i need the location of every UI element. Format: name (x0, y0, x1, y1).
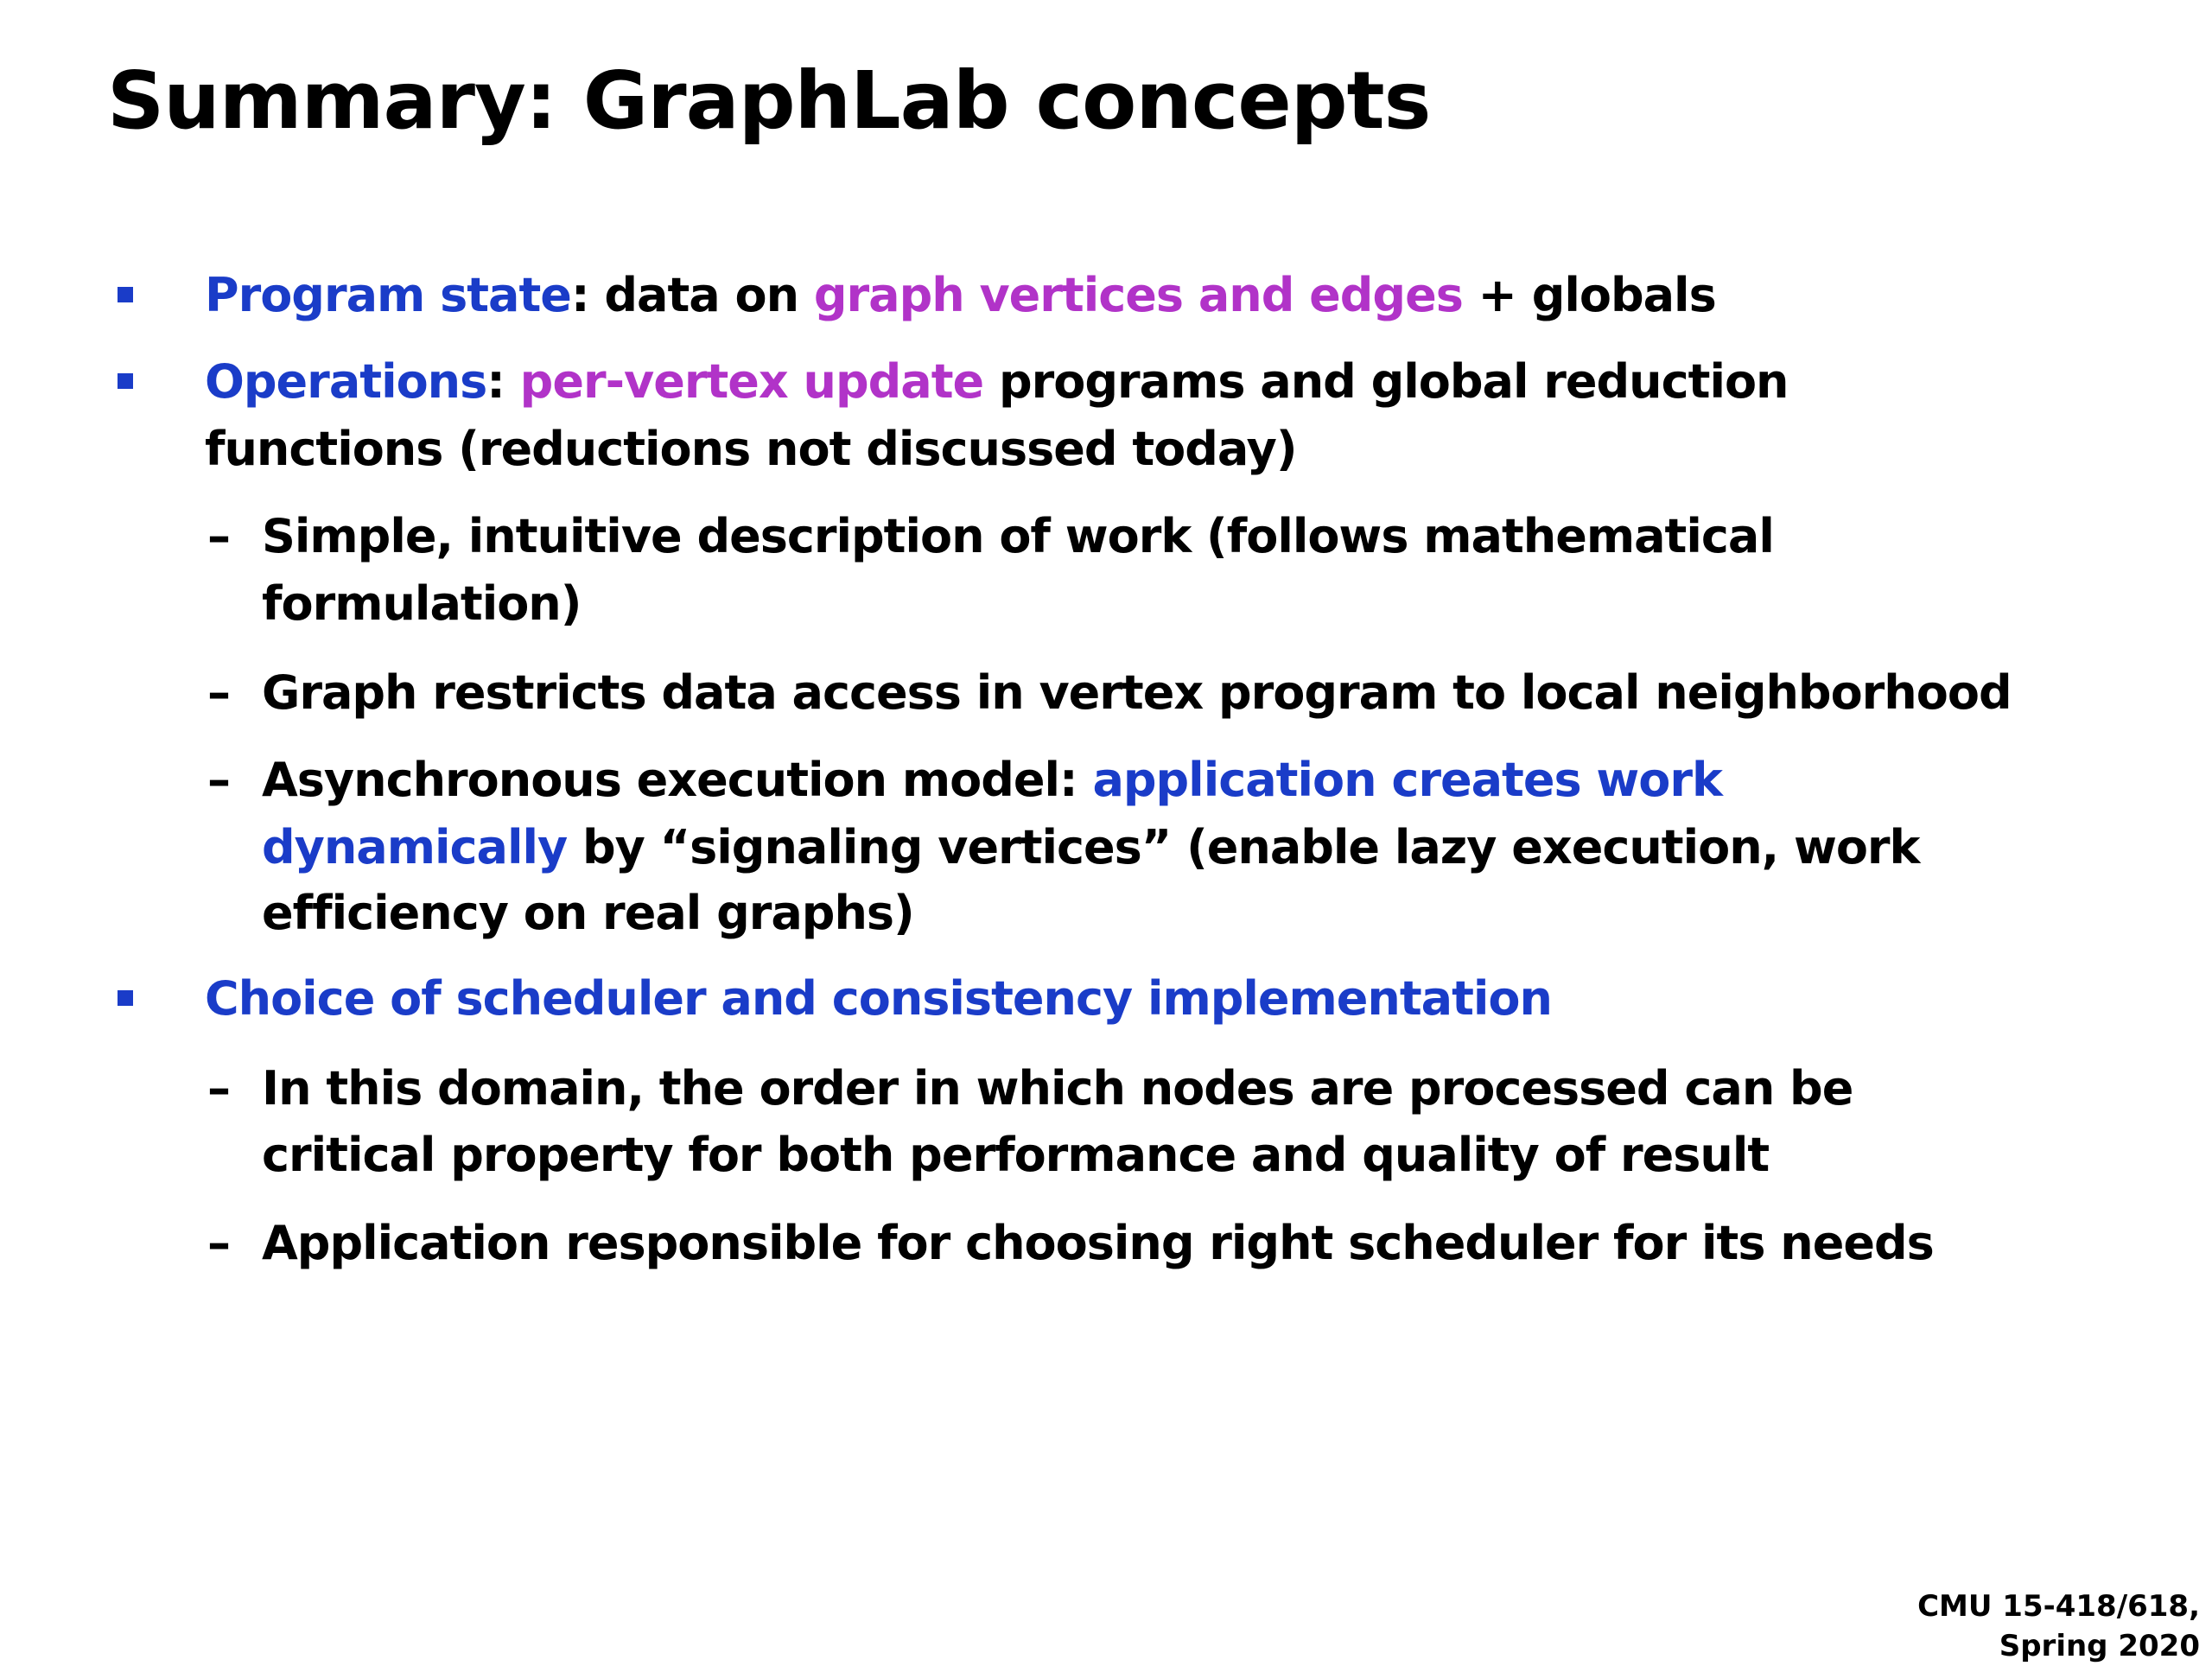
subitem-simple-line2: formulation) (262, 576, 582, 631)
dash-icon: – (207, 1061, 231, 1116)
subitem-async-line3: efficiency on real graphs) (262, 886, 914, 940)
bullet-text: programs and global reduction (983, 354, 1789, 409)
bullet-separator: : (486, 354, 520, 409)
course-footer (1917, 1587, 2200, 1666)
bullet-scheduler: Choice of scheduler and consistency implementation (205, 971, 1552, 1026)
bullet-square-icon (118, 990, 133, 1006)
slide-title: Summary: GraphLab concepts (107, 54, 1431, 147)
footer-term: Spring 2020 (1999, 1629, 2200, 1663)
footer-course: CMU 15-418/618, (1917, 1589, 2200, 1624)
bullet-lead: Operations (205, 354, 487, 409)
subitem-highlight: dynamically (262, 820, 568, 874)
dash-icon: – (207, 665, 231, 720)
bullet-separator: : (570, 268, 605, 322)
subitem-order-line2: critical property for both performance and quality of result (262, 1128, 1770, 1182)
bullet-lead: Program state (205, 268, 571, 322)
dash-icon: – (207, 753, 231, 807)
bullet-text: data on (604, 268, 814, 322)
bullet-program-state (205, 262, 1716, 329)
bullet-operations-line2: functions (reductions not discussed today) (205, 422, 1297, 476)
subitem-application: Application responsible for choosing right scheduler for its needs (262, 1216, 1934, 1270)
subitem-order: In this domain, the order in which nodes are processed can be (262, 1061, 1853, 1116)
subitem-async-line2 (262, 814, 1919, 881)
bullet-highlight: per-vertex update (519, 354, 984, 409)
bullet-square-icon (118, 373, 133, 389)
bullet-square-icon (118, 287, 133, 302)
subitem-text: Asynchronous execution model: (262, 753, 1093, 807)
dash-icon: – (207, 1216, 231, 1270)
subitem-highlight: application creates work (1092, 753, 1722, 807)
bullet-highlight: graph vertices and edges (813, 268, 1463, 322)
bullet-text: + globals (1462, 268, 1716, 322)
subitem-simple: Simple, intuitive description of work (follows mathematical (262, 509, 1774, 563)
bullet-operations (205, 348, 1789, 416)
subitem-text: by “signaling vertices” (enable lazy execution, work (567, 820, 1920, 874)
subitem-async (262, 747, 1722, 814)
subitem-graph-restricts: Graph restricts data access in vertex program to local neighborhood (262, 665, 2012, 720)
dash-icon: – (207, 509, 231, 563)
